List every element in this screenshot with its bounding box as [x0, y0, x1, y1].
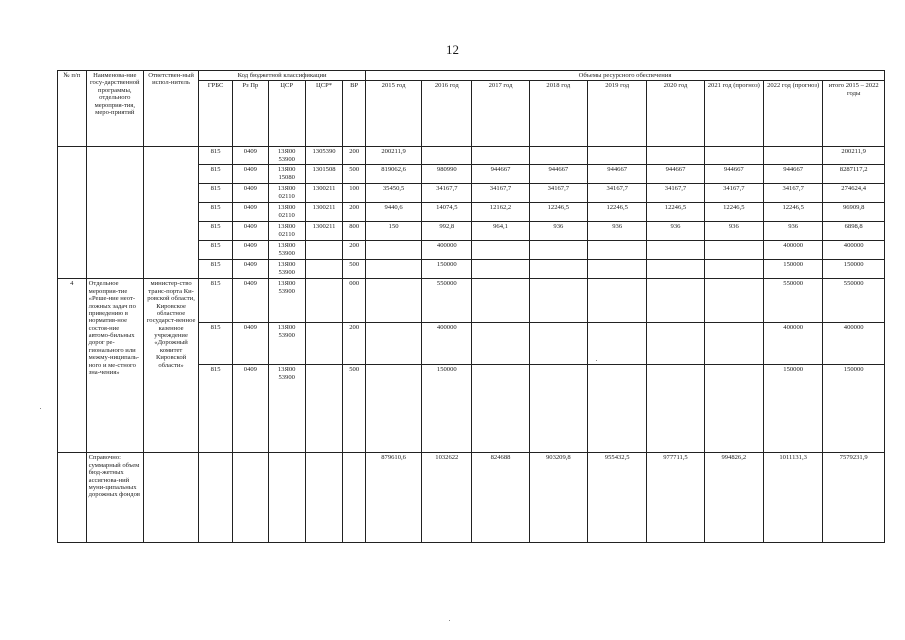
- header-year-2020: 2020 год: [647, 81, 704, 147]
- value-cell: [529, 260, 587, 279]
- vr-cell: 200: [343, 147, 366, 165]
- total-cell: 150000: [823, 365, 885, 453]
- value-cell: [472, 147, 529, 165]
- vr-cell: 500: [343, 165, 366, 184]
- rzpr-cell: 0409: [232, 365, 268, 453]
- grbs-cell: 815: [199, 165, 233, 184]
- value-cell: 400000: [422, 323, 472, 365]
- csr2-cell: [305, 241, 343, 260]
- value-cell: 944667: [588, 165, 647, 184]
- total-cell: 550000: [823, 279, 885, 323]
- value-cell: [704, 147, 763, 165]
- value-cell: 34167,7: [647, 184, 704, 203]
- csr2-cell: 1305390: [305, 147, 343, 165]
- header-total: итого 2015 – 2022 годы: [823, 81, 885, 147]
- value-cell: [472, 323, 529, 365]
- value-cell: [647, 323, 704, 365]
- grbs-cell: 815: [199, 222, 233, 241]
- value-cell: 944667: [529, 165, 587, 184]
- total-cell: 6898,8: [823, 222, 885, 241]
- value-cell: 879610,6: [365, 453, 421, 543]
- rzpr-cell: [232, 453, 268, 543]
- value-cell: 944667: [647, 165, 704, 184]
- value-cell: [529, 147, 587, 165]
- vr-cell: 200: [343, 323, 366, 365]
- csr2-cell: 1300211: [305, 203, 343, 222]
- vr-cell: 500: [343, 365, 366, 453]
- vr-cell: 100: [343, 184, 366, 203]
- csr-cell: 13Я00 53900: [268, 365, 305, 453]
- value-cell: 903209,8: [529, 453, 587, 543]
- scan-speck: [596, 360, 597, 361]
- value-cell: [588, 279, 647, 323]
- value-cell: 977711,5: [647, 453, 704, 543]
- vr-cell: 000: [343, 279, 366, 323]
- vr-cell: 800: [343, 222, 366, 241]
- value-cell: [472, 241, 529, 260]
- rzpr-cell: 0409: [232, 203, 268, 222]
- csr2-cell: [305, 260, 343, 279]
- value-cell: 400000: [422, 241, 472, 260]
- value-cell: [704, 279, 763, 323]
- value-cell: [647, 241, 704, 260]
- value-cell: 34167,7: [472, 184, 529, 203]
- header-year-2021: 2021 год (прогноз): [704, 81, 763, 147]
- value-cell: 994826,2: [704, 453, 763, 543]
- budget-table: [57, 70, 885, 543]
- csr-cell: 13Я00 53900: [268, 323, 305, 365]
- total-cell: 96909,8: [823, 203, 885, 222]
- csr2-cell: [305, 279, 343, 323]
- value-cell: 992,8: [422, 222, 472, 241]
- csr-cell: 13Я00 02110: [268, 184, 305, 203]
- header-vr: ВР: [343, 81, 366, 147]
- scan-speck: [40, 408, 41, 409]
- value-cell: [588, 260, 647, 279]
- header-num: № п/п: [58, 71, 87, 147]
- group1-name-cell: [86, 147, 143, 279]
- value-cell: [647, 260, 704, 279]
- value-cell: 34167,7: [704, 184, 763, 203]
- csr2-cell: [305, 323, 343, 365]
- grbs-cell: [199, 453, 233, 543]
- header-year-2015: 2015 год: [365, 81, 421, 147]
- csr-cell: 13Я00 53900: [268, 241, 305, 260]
- scan-speck: [449, 620, 450, 621]
- total-cell: 200211,9: [823, 147, 885, 165]
- grbs-cell: 815: [199, 279, 233, 323]
- value-cell: [763, 147, 822, 165]
- csr-cell: 13Я00 02110: [268, 222, 305, 241]
- value-cell: [365, 260, 421, 279]
- value-cell: [472, 260, 529, 279]
- vr-cell: 500: [343, 260, 366, 279]
- value-cell: 936: [763, 222, 822, 241]
- header-kbk: Код бюджетной классификации: [199, 71, 366, 81]
- vr-cell: [343, 453, 366, 543]
- grbs-cell: 815: [199, 147, 233, 165]
- csr2-cell: 1300211: [305, 222, 343, 241]
- value-cell: [588, 241, 647, 260]
- group2-num-cell: 4: [58, 279, 87, 453]
- header-rzpr: Рз Пр: [232, 81, 268, 147]
- header-grbs: ГРБС: [199, 81, 233, 147]
- value-cell: 550000: [422, 279, 472, 323]
- value-cell: 35450,5: [365, 184, 421, 203]
- total-cell: 7579231,9: [823, 453, 885, 543]
- grbs-cell: 815: [199, 241, 233, 260]
- total-cell: 400000: [823, 323, 885, 365]
- grbs-cell: 815: [199, 365, 233, 453]
- value-cell: 400000: [763, 241, 822, 260]
- value-cell: 944667: [704, 165, 763, 184]
- value-cell: [588, 323, 647, 365]
- value-cell: 12246,5: [529, 203, 587, 222]
- value-cell: [365, 365, 421, 453]
- header-year-2017: 2017 год: [472, 81, 529, 147]
- value-cell: [647, 147, 704, 165]
- value-cell: 12246,5: [588, 203, 647, 222]
- value-cell: [365, 279, 421, 323]
- grbs-cell: 815: [199, 203, 233, 222]
- value-cell: [588, 147, 647, 165]
- header-name: Наименова-ние госу-дарственной программы, отдельного мероприя-тия, меро-приятий: [86, 71, 143, 147]
- csr-cell: 13Я00 15080: [268, 165, 305, 184]
- value-cell: 936: [588, 222, 647, 241]
- value-cell: 34167,7: [529, 184, 587, 203]
- summary-executor-cell: [143, 453, 198, 543]
- value-cell: 150000: [763, 260, 822, 279]
- value-cell: 1032622: [422, 453, 472, 543]
- value-cell: [704, 241, 763, 260]
- summary-num-cell: [58, 453, 87, 543]
- group2-name-cell: Отдельное мероприя-тие «Реше-ние неот-ложных задач по приведению в норматив-ное состоя-ние автомо-бильных дорог ре-гионального или межму-ниципаль-ного и ме-стного зна-чения»: [86, 279, 143, 453]
- csr2-cell: 1300211: [305, 184, 343, 203]
- grbs-cell: 815: [199, 184, 233, 203]
- value-cell: 150000: [763, 365, 822, 453]
- csr2-cell: [305, 365, 343, 453]
- value-cell: 150000: [422, 260, 472, 279]
- value-cell: [529, 365, 587, 453]
- value-cell: 980990: [422, 165, 472, 184]
- value-cell: [472, 365, 529, 453]
- header-csr2: ЦСР*: [305, 81, 343, 147]
- value-cell: 12246,5: [763, 203, 822, 222]
- rzpr-cell: 0409: [232, 241, 268, 260]
- value-cell: 150000: [422, 365, 472, 453]
- vr-cell: 200: [343, 203, 366, 222]
- value-cell: [529, 279, 587, 323]
- rzpr-cell: 0409: [232, 279, 268, 323]
- value-cell: 819062,6: [365, 165, 421, 184]
- value-cell: [704, 365, 763, 453]
- header-volumes: Объемы ресурсного обеспечения: [365, 71, 884, 81]
- total-cell: 274624,4: [823, 184, 885, 203]
- group2-executor-cell: министер-ство транс-порта Ки-ровской области, Кировское областное государст-венное казенное учреждение «Дорожный комитет Кировской области»: [143, 279, 198, 453]
- group1-num-cell: [58, 147, 87, 279]
- value-cell: 400000: [763, 323, 822, 365]
- value-cell: 12246,5: [704, 203, 763, 222]
- value-cell: [472, 279, 529, 323]
- rzpr-cell: 0409: [232, 147, 268, 165]
- header-year-2018: 2018 год: [529, 81, 587, 147]
- rzpr-cell: 0409: [232, 184, 268, 203]
- total-cell: 150000: [823, 260, 885, 279]
- total-cell: 8287117,2: [823, 165, 885, 184]
- rzpr-cell: 0409: [232, 222, 268, 241]
- value-cell: 955432,5: [588, 453, 647, 543]
- value-cell: [529, 323, 587, 365]
- vr-cell: 200: [343, 241, 366, 260]
- csr-cell: 13Я00 53900: [268, 279, 305, 323]
- value-cell: 936: [647, 222, 704, 241]
- value-cell: 150: [365, 222, 421, 241]
- value-cell: [529, 241, 587, 260]
- table-row: [58, 279, 885, 323]
- value-cell: [704, 260, 763, 279]
- value-cell: 34167,7: [422, 184, 472, 203]
- value-cell: 12246,5: [647, 203, 704, 222]
- summary-name-cell: Справочно: суммарный объем бюд-жетных ассигнова-ний муни-ципальных дорожных фондов: [86, 453, 143, 543]
- value-cell: 200211,9: [365, 147, 421, 165]
- rzpr-cell: 0409: [232, 260, 268, 279]
- value-cell: 944667: [472, 165, 529, 184]
- csr-cell: 13Я00 53900: [268, 147, 305, 165]
- csr-cell: 13Я00 53900: [268, 260, 305, 279]
- grbs-cell: 815: [199, 260, 233, 279]
- table-row: [58, 147, 885, 165]
- csr-cell: [268, 453, 305, 543]
- header-executor: Ответствен-ный испол-нитель: [143, 71, 198, 147]
- value-cell: 34167,7: [588, 184, 647, 203]
- group1-executor-cell: [143, 147, 198, 279]
- value-cell: 550000: [763, 279, 822, 323]
- value-cell: [647, 365, 704, 453]
- value-cell: 936: [529, 222, 587, 241]
- value-cell: 14074,5: [422, 203, 472, 222]
- value-cell: [365, 241, 421, 260]
- value-cell: 944667: [763, 165, 822, 184]
- csr-cell: 13Я00 02110: [268, 203, 305, 222]
- page-number: 12: [446, 42, 459, 57]
- value-cell: 12162,2: [472, 203, 529, 222]
- header-year-2022: 2022 год (прогноз): [763, 81, 822, 147]
- value-cell: [647, 279, 704, 323]
- grbs-cell: 815: [199, 323, 233, 365]
- value-cell: [365, 323, 421, 365]
- rzpr-cell: 0409: [232, 323, 268, 365]
- header-year-2016: 2016 год: [422, 81, 472, 147]
- value-cell: 824688: [472, 453, 529, 543]
- value-cell: 34167,7: [763, 184, 822, 203]
- value-cell: [704, 323, 763, 365]
- value-cell: 9440,6: [365, 203, 421, 222]
- header-csr: ЦСР: [268, 81, 305, 147]
- value-cell: 936: [704, 222, 763, 241]
- header-year-2019: 2019 год: [588, 81, 647, 147]
- csr2-cell: 1301508: [305, 165, 343, 184]
- value-cell: 964,1: [472, 222, 529, 241]
- value-cell: 1011131,3: [763, 453, 822, 543]
- total-cell: 400000: [823, 241, 885, 260]
- summary-row: [58, 453, 885, 543]
- csr2-cell: [305, 453, 343, 543]
- value-cell: [422, 147, 472, 165]
- rzpr-cell: 0409: [232, 165, 268, 184]
- value-cell: [588, 365, 647, 453]
